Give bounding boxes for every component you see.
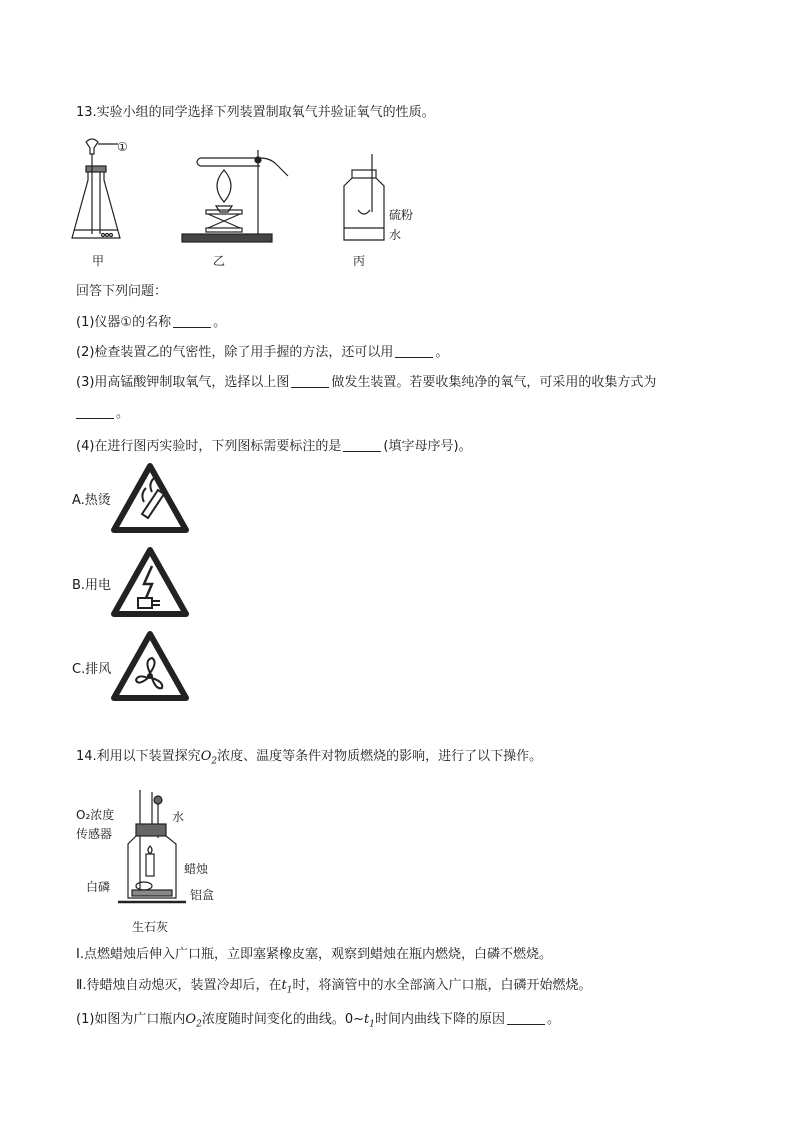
answer-blank[interactable] [76, 404, 114, 419]
apparatus-yi-icon [180, 150, 310, 246]
q13-part3-cont: 。 [76, 404, 129, 423]
q13-stem: 13.实验小组的同学选择下列装置制取氧气并验证氧气的性质。 [76, 105, 435, 120]
apparatus-jia-icon [66, 134, 146, 246]
answer-blank[interactable] [173, 313, 211, 328]
answer-blank[interactable] [291, 373, 329, 388]
answer-blank[interactable] [343, 437, 381, 452]
label-jia: 甲 [92, 254, 105, 268]
q14-step1: Ⅰ.点燃蜡烛后伸入广口瓶，立即塞紧橡皮塞，观察到蜡烛在瓶内燃烧，白磷不燃烧。 [76, 947, 552, 962]
q14-part1: (1)如图为广口瓶内$O_2$浓度随时间变化的曲线。$0\sim t_1$时间内曲线下降的原因 。 [76, 1012, 560, 1030]
label-water: 水 [389, 228, 402, 242]
q13-part2: (2)检查装置乙的气密性，除了用手握的方法，还可以用 。 [76, 345, 449, 360]
option-a-label: A.热烫 [72, 493, 111, 508]
label-sensor-2: 传感器 [76, 827, 113, 841]
apparatus-bing-icon [340, 154, 390, 244]
q13-part4: (4)在进行图丙实验时，下列图标需要标注的是 (填字母序号)。 [76, 439, 472, 454]
q14-step2: Ⅱ.待蜡烛自动熄灭，装置冷却后，在$t_1$时，将滴管中的水全部滴入广口瓶，白磷开始燃烧。 [76, 978, 592, 996]
combustion-apparatus-icon [118, 790, 198, 910]
hot-surface-icon [110, 462, 190, 536]
label-phosphorus: 白磷 [86, 880, 111, 894]
label-sulfur: 硫粉 [389, 208, 414, 222]
label-candle: 蜡烛 [184, 862, 209, 876]
label-lime: 生石灰 [132, 920, 169, 934]
option-b-label: B.用电 [72, 578, 112, 593]
answer-blank[interactable] [395, 343, 433, 358]
label-q14-water: 水 [172, 810, 185, 824]
electricity-icon [110, 546, 190, 620]
answer-blank[interactable] [507, 1010, 545, 1025]
q13-intro: 回答下列问题： [76, 284, 168, 299]
option-c-label: C.排风 [72, 662, 112, 677]
label-sensor-1: O₂浓度 [76, 808, 115, 822]
label-yi: 乙 [213, 254, 226, 268]
label-bing: 丙 [353, 254, 366, 268]
marker-1: ① [117, 140, 128, 154]
q13-part1: (1)仪器①的名称 。 [76, 315, 227, 330]
label-al-box: 铝盒 [190, 888, 215, 902]
q14-stem: 14.利用以下装置探究$O_2$浓度、温度等条件对物质燃烧的影响，进行了以下操作。 [76, 749, 543, 767]
ventilation-fan-icon [110, 630, 190, 704]
q13-part3: (3)用高锰酸钾制取氧气，选择以上图 做发生装置。若要收集纯净的氧气，可采用的收集方式为 [76, 375, 657, 390]
